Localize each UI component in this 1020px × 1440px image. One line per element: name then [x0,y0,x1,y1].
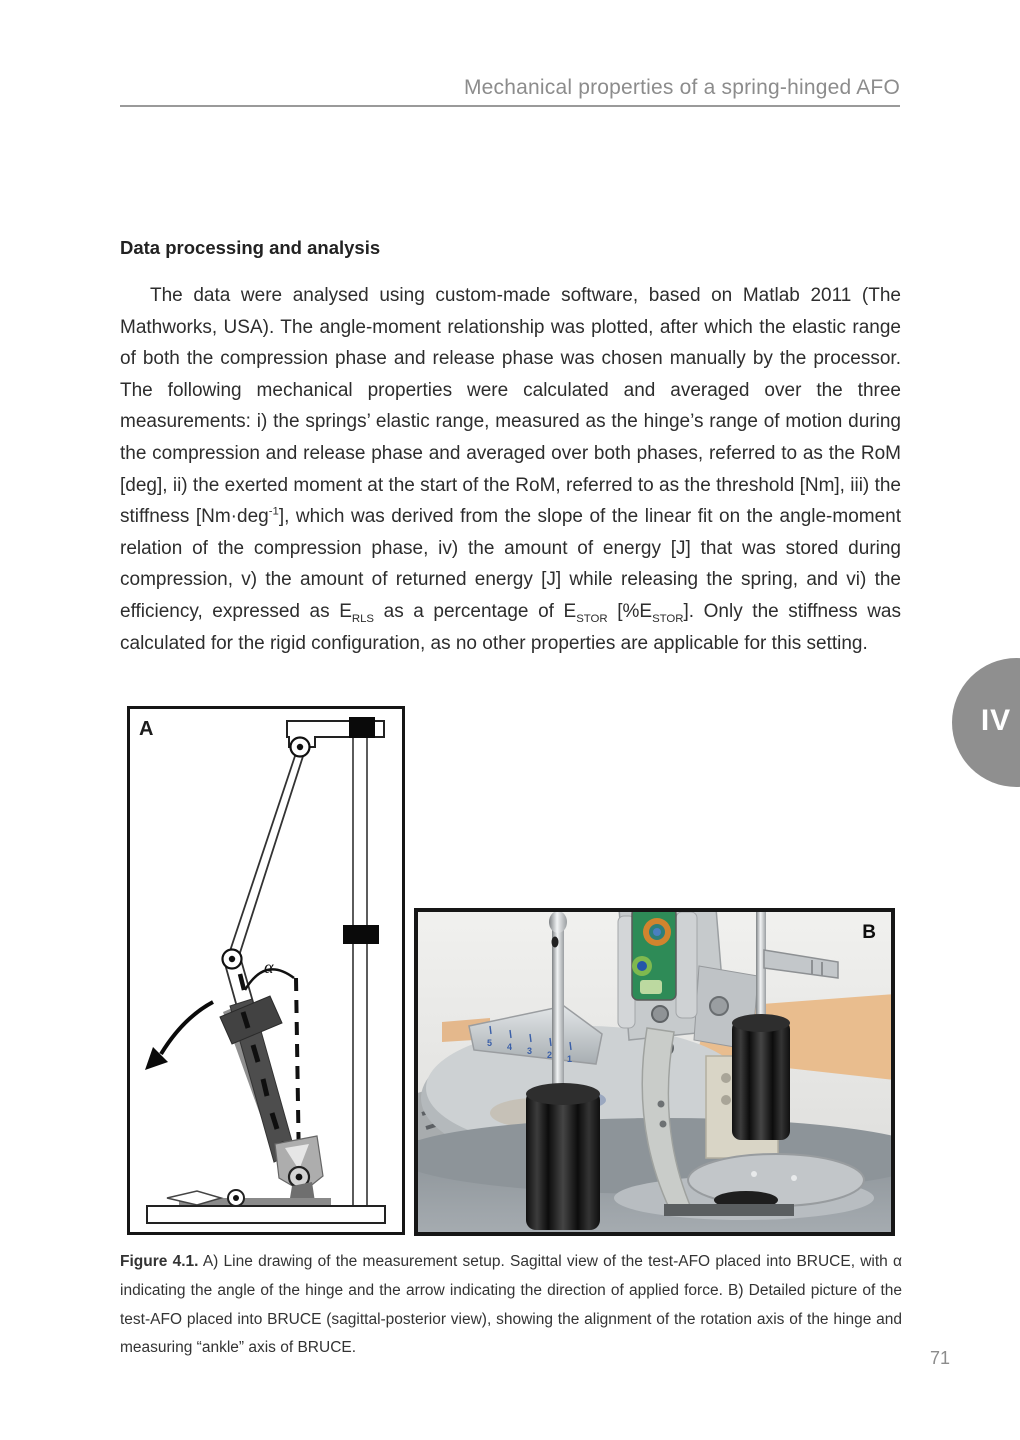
panel-a-drawing [127,706,405,1235]
svg-text:1: 1 [567,1054,573,1064]
panel-b-label: B [862,922,876,943]
chapter-tab [952,658,1020,787]
header-rule [120,105,900,107]
svg-text:5: 5 [487,1038,493,1048]
alpha-label: α [264,957,274,977]
svg-text:4: 4 [507,1042,513,1052]
section-heading: Data processing and analysis [120,237,381,258]
chapter-tab-label: IV [980,704,1012,737]
figure-panel-b [414,908,895,1236]
page-number: 71 [929,1348,950,1368]
figure-panel-a [127,706,405,1235]
mid-clamp [343,925,379,944]
figure-caption: Figure 4.1. A) Line drawing of the measurement setup. Sagittal view of the test-AFO placed into BRUCE, with α indicating the angle of the hinge and the arrow indicating the direction of applied force. B) Detailed picture of the test-AFO placed into BRUCE (sagittal-posterior view), showing the alignment of the rotation axis of the hinge and measuring “ankle” axis of BRUCE. [120,1253,902,1357]
body-paragraph: The data were analysed using custom-made software, based on Matlab 2011 (The Mathworks, USA). The angle-moment relationship was plotted, after which the elastic range of both the compression phase and release phase was chosen manually by the processor. The following mechanical properties were calculated and averaged over the three measurements: i) the springs’ elastic range, measured as the hinge’s range of motion during the compression and release phase and averaged over both phases, referred to as the RoM [deg], ii) the exerted moment at the start of the RoM, referred to as the threshold [Nm], iii) the stiffness [Nm·deg$^{-1}$], which was derived from the slope of the linear fit on the angle-moment relation of the compression phase, iv) the amount of energy [J] that was stored during compression, v) the amount of returned energy [J] while releasing the spring, and vi) the efficiency, expressed as $E_{RLS}$ as a percentage of $E_{STOR}$ $[\%E_{STOR}]$. Only the stiffness was calculated for the rigid configuration, as no other properties are applicable for this setting. [120,285,902,654]
panel-a-label: A [139,718,154,740]
svg-text:3: 3 [527,1046,533,1056]
panel-b-photo [414,908,895,1236]
colorful-insert [632,908,676,1000]
left-knob [526,1090,600,1230]
top-clamp [349,717,375,738]
frame-column [353,721,367,1207]
base-plate [147,1206,385,1223]
running-header-title: Mechanical properties of a spring-hinged AFO [463,76,900,99]
svg-text:2: 2 [547,1050,553,1060]
right-knob [732,1020,790,1140]
